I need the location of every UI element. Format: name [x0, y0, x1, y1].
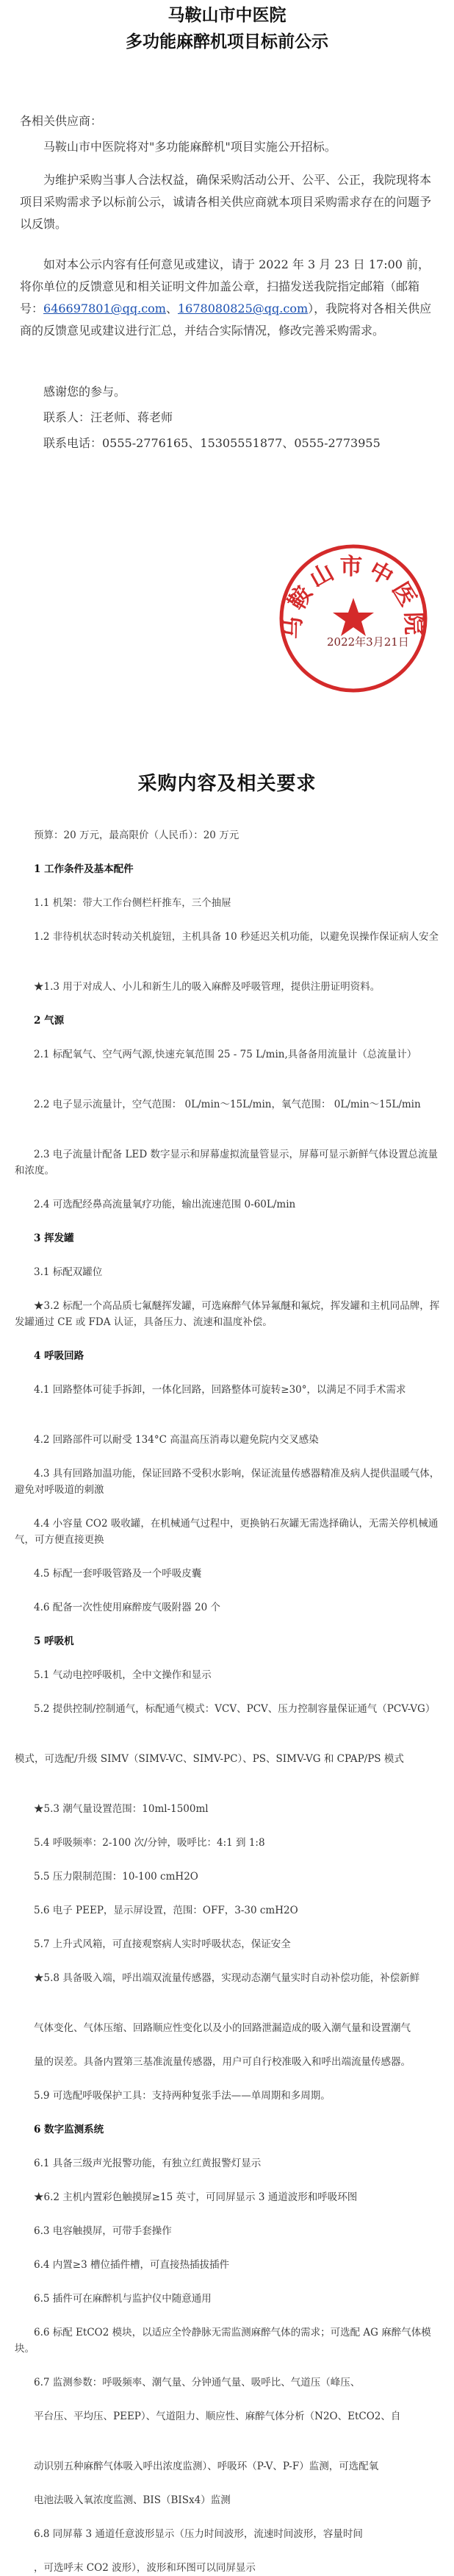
requirement-line: 4.1 回路整体可徒手拆卸，一体化回路，回路整体可旋转≥30°，以满足不同手术需求 [34, 1384, 406, 1396]
requirement-line: 4.2 回路部件可以耐受 134°C 高温高压消毒以避免院内交叉感染 [34, 1434, 319, 1446]
notice-paragraph-3a: 如对本公示内容有任何意见或建议，请于 2022 年 3 月 23 日 17:00 前，将你单位的反馈意见和相关证明文件加盖公章，扫描发送我院指定邮箱（邮箱号： [20, 257, 430, 315]
official-seal [275, 540, 431, 696]
requirement-heading: 4 呼吸回路 [34, 1350, 84, 1362]
requirement-line: ★3.2 标配一个高品质七氟醚挥发罐，可选麻醉气体异氟醚和氟烷，挥发罐和主机同品牌，挥发罐通过 CE 或 FDA 认证，具备压力、流速和温度补偿。 [15, 1300, 440, 1328]
requirement-line: 2.2 电子显示流量计，空气范围： 0L/min～15L/min，氧气范围： 0L/min～15L/min [34, 1099, 421, 1110]
requirement-line: 5.5 压力限制范围：10-100 cmH2O [34, 1871, 198, 1883]
requirement-line: 6.7 监测参数：呼吸频率、潮气量、分钟通气量、吸呼比、气道压（峰压、 [34, 2377, 361, 2388]
requirement-line: 预算：20 万元，最高限价（人民币）：20 万元 [34, 829, 239, 841]
requirement-line: 1.1 机架：带大工作台侧栏杆推车，三个抽屉 [34, 897, 231, 909]
salutation: 各相关供应商： [20, 114, 103, 128]
requirement-line: ★1.3 用于对成人、小儿和新生儿的吸入麻醉及呼吸管理，提供注册证明资料。 [34, 981, 381, 993]
requirement-line: 4.4 小容量 CO2 吸收罐，在机械通气过程中，更换钠石灰罐无需选择确认，无需关停机械通气，可方便直接更换 [15, 1518, 439, 1546]
email-link-2[interactable]: 1678080825@qq.com [177, 302, 309, 315]
org-title: 马鞍山市中医院 [167, 5, 287, 25]
notice-paragraph-3 [20, 254, 435, 342]
requirement-line: ★5.8 具备吸入端，呼出端双流量传感器，实现动态潮气量实时自动补偿功能，补偿新鲜 [34, 1972, 420, 1984]
requirement-line: 气体变化、气体压缩、回路顺应性变化以及小的回路泄漏造成的吸入潮气量和设置潮气 [34, 2022, 411, 2034]
requirement-line: ★6.2 主机内置彩色触摸屏≥15 英寸，可同屏显示 3 通道波形和呼吸环图 [34, 2191, 358, 2203]
notice-paragraph-3b: ），我院将对各相关供应商的反馈意见或建议进行汇总，并结合实际情况，修改完善采购需求。 [20, 302, 432, 338]
seal-ring-text: 马鞍山市中医院 [279, 554, 428, 640]
requirement-line: 电池法吸入氧浓度监测、BIS（BISx4）监测 [34, 2494, 231, 2506]
requirement-heading: 2 气源 [34, 1015, 65, 1027]
requirement-line: ★5.3 潮气量设置范围：10ml-1500ml [34, 1803, 209, 1815]
email-separator: 、 [165, 302, 178, 315]
requirement-line: 量的误差。具备内置第三基准流量传感器，用户可自行校准吸入和呼出端流量传感器。 [34, 2056, 411, 2068]
notice-date: 2022年3月21日 [327, 635, 409, 649]
notice-title: 多功能麻醉机项目标前公示 [126, 32, 328, 51]
contact-text: 联系人：汪老师、蒋老师 [43, 410, 173, 424]
requirement-heading: 5 呼吸机 [34, 1635, 74, 1647]
requirement-line: 6.4 内置≥3 槽位插件槽，可直接热插拔插件 [34, 2259, 229, 2271]
requirement-line: 6.8 同屏幕 3 通道任意波形显示（压力时间波形，流速时间波形，容量时间 [34, 2528, 363, 2540]
requirement-heading: 3 挥发罐 [34, 1232, 74, 1244]
phone-text: 联系电话：0555-2776165、15305551877、0555-2773955 [43, 436, 381, 450]
requirement-heading: 1 工作条件及基本配件 [34, 863, 134, 875]
requirement-line: 4.6 配备一次性使用麻醉废气吸附器 20 个 [34, 1602, 221, 1613]
requirement-line: 模式，可选配/升级 SIMV（SIMV-VC、SIMV-PC）、PS、SIMV-VG 和 CPAP/PS 模式 [15, 1753, 404, 1765]
requirement-line: 4.3 具有回路加温功能，保证回路不受积水影响，保证流量传感器精准及病人提供温暖气体，避免对呼吸道的刺激 [15, 1468, 440, 1496]
notice-paragraph-1: 马鞍山市中医院将对"多功能麻醉机"项目实施公开招标。 [43, 140, 336, 154]
requirement-line: 2.4 可选配经鼻高流量氧疗功能，输出流速范围 0-60L/min [34, 1199, 296, 1210]
requirement-line: 5.4 呼吸频率：2-100 次/分钟，吸呼比：4:1 到 1:8 [34, 1837, 265, 1849]
requirement-line: 6.3 电容触摸屏，可带手套操作 [34, 2225, 172, 2237]
requirement-line: 2.3 电子流量计配备 LED 数字显示和屏幕虚拟流量管显示，屏幕可显示新鲜气体设置总流量和浓度。 [15, 1149, 438, 1177]
requirement-line: 动识别五种麻醉气体吸入呼出浓度监测）、呼吸环（P-V、P-F）监测，可选配氧 [34, 2461, 379, 2472]
requirement-line: ，可选呼末 CO2 波形），波形和环图可以同屏显示 [34, 2562, 256, 2574]
requirement-line: 4.5 标配一套呼吸管路及一个呼吸皮囊 [34, 1568, 202, 1580]
requirement-line: 平台压、平均压、PEEP）、气道阻力、顺应性、麻醉气体分析（N2O、EtCO2、自 [34, 2411, 401, 2422]
requirement-line: 6.6 标配 EtCO2 模块，以适应全怜静脉无需监测麻醉气体的需求；可选配 AG 麻醉气体模块。 [15, 2327, 431, 2355]
requirement-line: 6.1 具备三级声光报警功能，有独立红黄报警灯显示 [34, 2158, 262, 2169]
requirement-line: 5.6 电子 PEEP，显示屏设置，范围：OFF，3-30 cmH2O [34, 1905, 298, 1916]
requirement-line: 5.1 气动电控呼吸机，全中文操作和显示 [34, 1669, 212, 1681]
seal-star-icon [333, 598, 374, 636]
requirement-line: 5.7 上升式风箱，可直接观察病人实时呼吸状态，保证安全 [34, 1938, 291, 1950]
requirement-line: 3.1 标配双罐位 [34, 1266, 103, 1278]
requirement-line: 5.9 可选配呼吸保护工具：支持两种复张手法——单周期和多周期。 [34, 2090, 331, 2102]
requirements-title: 采购内容及相关要求 [137, 773, 317, 795]
requirement-line: 1.2 非待机状态时转动关机旋钮，主机具备 10 秒延迟关机功能，以避免误操作保证病人安全 [34, 931, 439, 943]
email-link-1[interactable]: 646697801@qq.com [43, 302, 166, 315]
notice-paragraph-2: 为维护采购当事人合法权益，确保采购活动公开、公平、公正，我院现将本项目采购需求予以标前公示，诚请各相关供应商就本项目采购需求存在的问题予以反馈。 [20, 173, 432, 231]
requirement-line: 5.2 提供控制/控制通气，标配通气模式：VCV、PCV、压力控制容量保证通气（PCV-VG） [34, 1703, 436, 1715]
requirement-heading: 6 数字监测系统 [34, 2124, 104, 2136]
requirement-line: 6.5 插件可在麻醉机与监护仪中随意通用 [34, 2293, 212, 2305]
requirement-line: 2.1 标配氧气、空气两气源,快速充氧范围 25 - 75 L/min,具备备用流量计（总流量计） [34, 1049, 417, 1060]
thanks-text: 感谢您的参与。 [43, 385, 126, 399]
